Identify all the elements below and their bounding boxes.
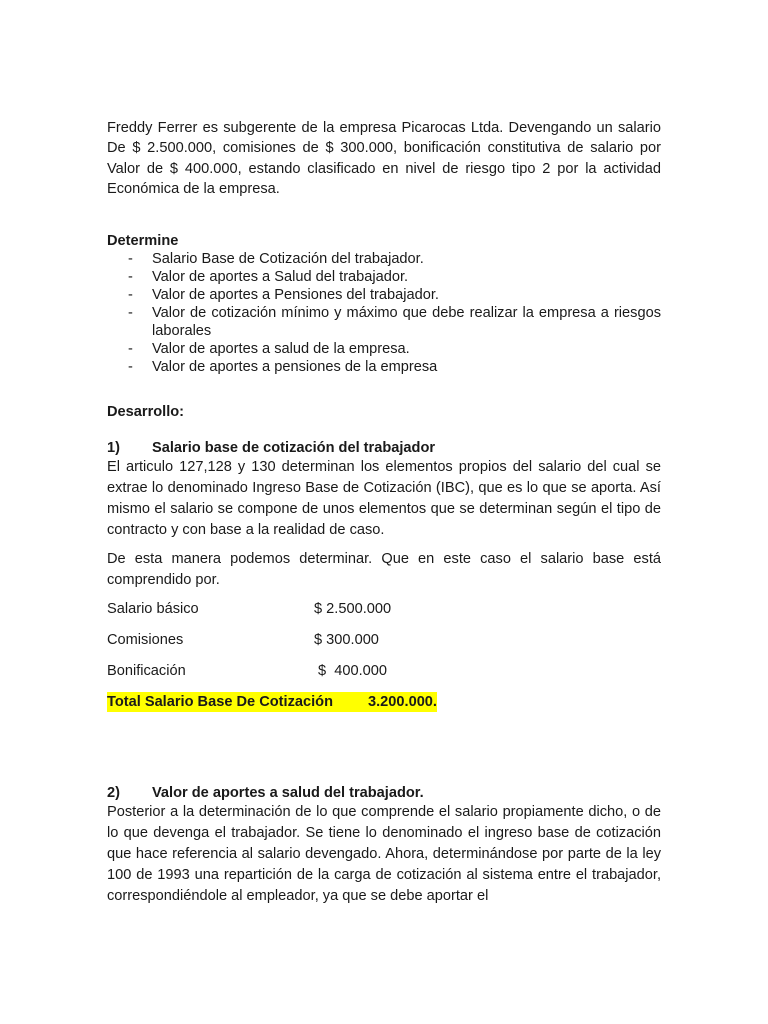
list-bullet: - xyxy=(128,340,133,357)
list-item-text: Valor de aportes a salud de la empresa. xyxy=(152,340,410,357)
section-title: Valor de aportes a salud del trabajador. xyxy=(152,785,424,802)
section-2-paragraph: Posterior a la determinación de lo que comprende el salario propiamente dicho, o de lo que devenga el trabajador. Se tiene lo denominado el ingreso base de cotización que hace referencia al salario devengado. Ahora, determinándose por parte de la ley 100 de 1993 una repartición de la carga de cotización al sistema entre el trabajador, correspondiéndole al empleador, ya que se debe aportar el xyxy=(107,804,661,905)
intro-paragraph: Freddy Ferrer es subgerente de la empresa Picarocas Ltda. Devengando un salario De $ 2.500.000, comisiones de $ 300.000, bonificación constitutiva de salario por Valor de $ 400.000, estando clasificado en nivel de riesgo tipo 2 por la actividad Económica de la empresa. xyxy=(107,120,661,198)
list-item xyxy=(107,286,661,304)
list-item-text: Valor de aportes a Salud del trabajador. xyxy=(152,268,409,285)
section-1-paragraph-2: De esta manera podemos determinar. Que en este caso el salario base está comprendido por. xyxy=(107,551,661,589)
section-2 xyxy=(107,784,661,907)
list-bullet: - xyxy=(128,304,133,321)
list-item-text: Valor de aportes a Pensiones del trabajador. xyxy=(152,286,439,303)
list-item-text: Valor de cotización mínimo y máximo que debe realizar la empresa a riesgos laborales xyxy=(152,304,661,339)
salary-row-value: $ 300.000 xyxy=(314,632,379,649)
salary-row xyxy=(107,661,661,692)
list-item xyxy=(107,250,661,268)
list-bullet: - xyxy=(128,268,133,285)
salary-row xyxy=(107,630,661,661)
list-item xyxy=(107,304,661,340)
list-item xyxy=(107,340,661,358)
salary-row-value: $ 2.500.000 xyxy=(314,601,392,618)
total-salary-value: 3.200.000. xyxy=(368,694,437,711)
list-bullet: - xyxy=(128,250,133,267)
total-salary-label: Total Salario Base De Cotización xyxy=(107,694,333,711)
list-item xyxy=(107,268,661,286)
desarrollo-heading: Desarrollo: xyxy=(107,403,185,420)
section-1-heading xyxy=(107,439,661,457)
determine-list xyxy=(107,250,661,376)
salary-items xyxy=(107,599,661,712)
list-item xyxy=(107,358,661,376)
document-page xyxy=(107,118,661,907)
list-item-text: Salario Base de Cotización del trabajador. xyxy=(152,250,424,267)
section-title: Salario base de cotización del trabajador xyxy=(152,440,436,457)
determine-heading: Determine xyxy=(107,232,179,249)
list-item-text: Valor de aportes a pensiones de la empresa xyxy=(152,358,438,375)
section-number: 1) xyxy=(107,440,120,457)
salary-row-label: Bonificación xyxy=(107,663,186,680)
list-bullet: - xyxy=(128,358,133,375)
salary-row-label: Comisiones xyxy=(107,632,184,649)
total-salary-highlight xyxy=(107,692,437,712)
section-number: 2) xyxy=(107,785,120,802)
list-bullet: - xyxy=(128,286,133,303)
salary-row-label: Salario básico xyxy=(107,601,199,618)
section-1-paragraph-1: El articulo 127,128 y 130 determinan los elementos propios del salario del cual se extrae lo denominado Ingreso Base de Cotización (IBC), que es lo que se aporta. Así mismo el salario se compone de unos elementos que se determinan según el tipo de contracto y con base a la realidad de caso. xyxy=(107,459,661,539)
salary-row-value: $ 400.000 xyxy=(314,663,388,680)
salary-row xyxy=(107,599,661,630)
section-2-heading xyxy=(107,784,661,802)
